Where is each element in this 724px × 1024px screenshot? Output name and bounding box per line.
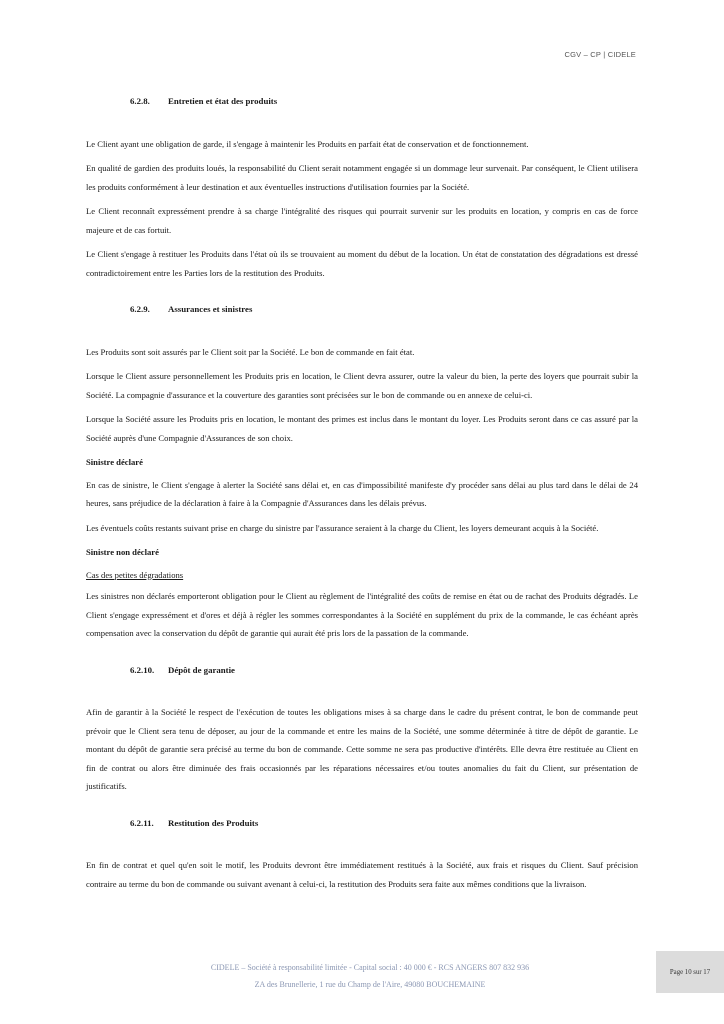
subheading-sinistre-declare: Sinistre déclaré [86, 457, 143, 467]
subheading-petites-degradations: Cas des petites dégradations [86, 569, 184, 580]
paragraph: Le Client s'engage à restituer les Produits dans l'état où ils se trouvaient au moment du début de la location. Un état de constatation des dégradations est dressé contradictoirement entre les Parties lors de la restitution des Produits. [86, 249, 638, 278]
section-number: 6.2.11. [130, 817, 154, 828]
section-number: 6.2.10. [130, 664, 155, 675]
paragraph: Le Client ayant une obligation de garde, il s'engage à maintenir les Produits en parfait état de conservation et de fonctionnement. [86, 138, 529, 149]
paragraph: Lorsque le Client assure personnellement les Produits pris en location, le Client devra assurer, outre la valeur du bien, la perte des loyers que pourrait subir la Société. La compagnie d'assurance et la couverture des garanties sont précisées sur le bon de commande ou en annexe de celui-ci. [86, 371, 638, 400]
section-heading-restitution [130, 814, 638, 833]
document-reference: CGV – CP | CIDELE [564, 50, 636, 59]
paragraph: Les éventuels coûts restants suivant prise en charge du sinistre par l'assurance seraient à la charge du Client, les loyers demeurant acquis à la Société. [86, 522, 599, 533]
footer-address: ZA des Brunellerie, 1 rue du Champ de l'Aire, 49080 BOUCHEMAINE [254, 980, 486, 989]
page-number-badge [656, 951, 724, 993]
document-body [86, 92, 638, 899]
subheading-sinistre-non-declare: Sinistre non déclaré [86, 547, 159, 557]
paragraph: Les sinistres non déclarés emporteront obligation pour le Client au règlement de l'intégralité des coûts de remise en état ou de rachat des Produits dégradés. Le Client s'engage expressément et d'ores et déjà à régler les sommes correspondantes à la Société en supplément du prix de la commande, le cas échéant après compensation avec la conservation du dépôt de garantie qui aurait été pris lors de la passation de la commande. [86, 591, 638, 638]
section-number: 6.2.9. [130, 304, 150, 314]
section-title: Entretien et état des produits [168, 96, 278, 106]
section-heading-assurances [130, 300, 638, 319]
paragraph: Afin de garantir à la Société le respect de l'exécution de toutes les obligations mises à sa charge dans le cadre du présent contrat, le bon de commande peut prévoir que le Client sera tenu de déposer, au jour de la commande et entre les mains de la Société, une somme déterminée à titre de dépôt de garantie. Le montant du dépôt de garantie sera précisé au terme du bon de commande. Cette somme ne sera pas productive d'intérêts. Elle devra être restituée au Client en fin de contrat ou alors être diminuée des frais occasionnés par les réparations nécessaires et/ou toutes anomalies du fait du Client, sur présentation de justificatifs. [86, 707, 638, 791]
page-number: Page 10 sur 17 [669, 968, 711, 976]
section-title: Restitution des Produits [168, 817, 259, 828]
section-heading-depot [130, 661, 638, 680]
paragraph: En cas de sinistre, le Client s'engage à alerter la Société sans délai et, en cas d'impossibilité manifeste d'y procéder sans délai au plus tard dans le délai de 24 heures, sans préjudice de la déclaration à faire à la Compagnie d'Assurances dans les délais prévus. [86, 479, 638, 508]
paragraph: En fin de contrat et quel qu'en soit le motif, les Produits devront être immédiatement restitués à la Société, aux frais et risques du Client. Sauf précision contraire au terme du bon de commande ou suivant avenant à celui-ci, la restitution des Produits sera faite aux mêmes conditions que la livraison. [86, 860, 638, 889]
paragraph: Le Client reconnaît expressément prendre à sa charge l'intégralité des risques qui pourrait survenir sur les produits en location, y compris en cas de force majeure et de cas fortuit. [86, 206, 638, 235]
page-footer [0, 959, 724, 993]
section-heading-entretien [130, 92, 638, 111]
footer-company-info: CIDELE – Société à responsabilité limitée - Capital social : 40 000 € - RCS ANGERS 807 832 936 [210, 963, 530, 972]
section-title: Assurances et sinistres [168, 304, 253, 314]
paragraph: Lorsque la Société assure les Produits pris en location, le montant des primes est inclus dans le montant du loyer. Les Produits seront dans ce cas assuré par la Société auprès d'une Compagnie d'Assurances de son choix. [86, 414, 638, 443]
section-title: Dépôt de garantie [168, 664, 235, 675]
paragraph: En qualité de gardien des produits loués, la responsabilité du Client serait notamment engagée si un dommage leur survenait. Par conséquent, le Client utilisera les produits conformément à leur destination et aux éventuelles instructions d'utilisation fournies par la Société. [86, 163, 638, 192]
section-number: 6.2.8. [130, 96, 150, 106]
paragraph: Les Produits sont soit assurés par le Client soit par la Société. Le bon de commande en fait état. [86, 346, 415, 357]
